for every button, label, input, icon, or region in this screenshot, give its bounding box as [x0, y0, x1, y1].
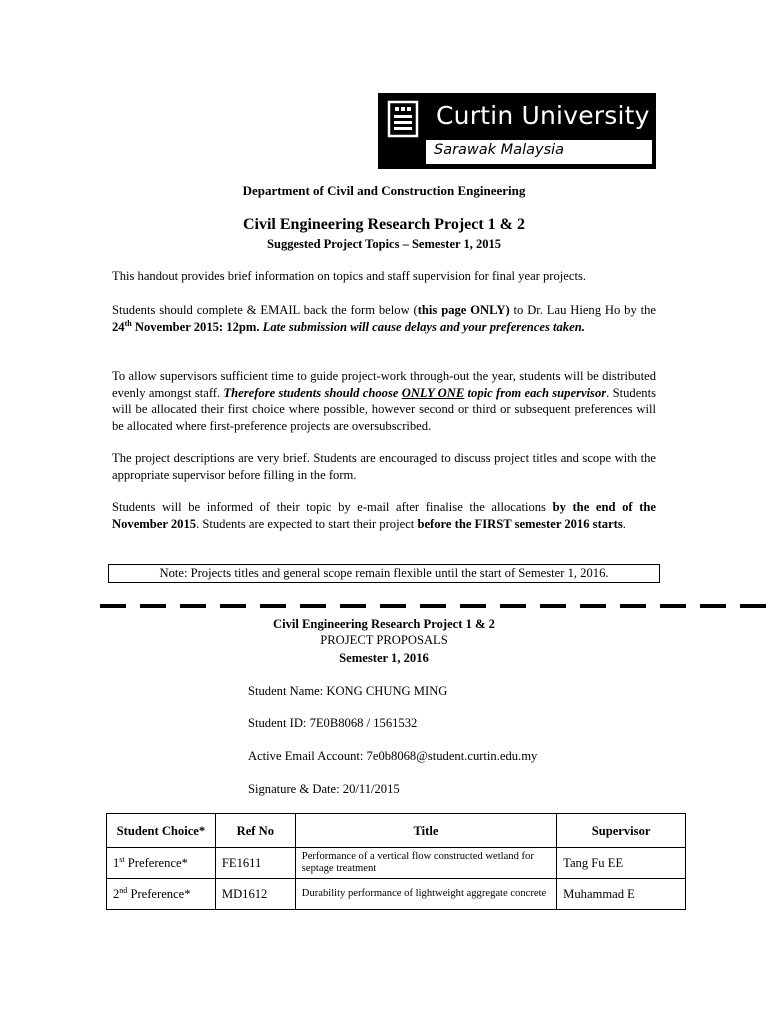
text: to Dr. Lau Hieng Ho by the — [509, 303, 656, 317]
text: Students will be informed of their topic by e-mail after finalise the allocations — [112, 500, 553, 514]
table-row — [107, 879, 686, 910]
text-bold: topic from each supervisor — [464, 385, 607, 400]
page-subtitle: Suggested Project Topics – Semester 1, 2015 — [267, 237, 501, 251]
cut-line-divider — [0, 602, 768, 610]
text: To allow supervisors sufficient time to guide project-work through-out the year, students will be distributed evenly amongst staff. — [112, 369, 656, 400]
preferences-table — [106, 813, 686, 910]
column-header: Title — [295, 814, 556, 848]
column-header: Student Choice* — [107, 814, 216, 848]
email-field: Active Email Account: 7e0b8068@student.curtin.edu.my — [248, 749, 538, 763]
deadline-day: 24 — [112, 319, 125, 334]
supervisor-cell: Muhammad E — [557, 879, 686, 910]
late-warning: Late submission will cause delays and your preferences taken. — [259, 319, 585, 334]
student-id-field: Student ID: 7E0B8068 / 1561532 — [248, 716, 418, 730]
column-header: Ref No — [215, 814, 295, 848]
proposal-heading: PROJECT PROPOSALS — [320, 633, 448, 647]
column-header: Supervisor — [557, 814, 686, 848]
intro-paragraph: This handout provides brief information on topics and staff supervision for final year projects. — [112, 269, 587, 283]
signature-date-field: Signature & Date: 20/11/2015 — [248, 782, 400, 796]
notification-paragraph — [112, 499, 656, 532]
supervisor-cell: Tang Fu EE — [557, 848, 686, 879]
proposal-title: Civil Engineering Research Project 1 & 2 — [273, 617, 495, 631]
title-cell: Performance of a vertical flow constructed wetland for septage treatment — [295, 848, 556, 879]
campus-name: Sarawak Malaysia — [434, 142, 565, 158]
text: . Students will be allocated their first choice where possible, however second or third or subsequent preferences will be allocated where first-preference projects are oversubscribed. — [112, 385, 656, 433]
table-header-row — [107, 814, 686, 848]
department: Department of Civil and Construction Engineering — [242, 183, 526, 198]
text: Students should complete & EMAIL back the form below ( — [112, 303, 418, 317]
deadline-suffix: th — [124, 318, 132, 328]
text-bold: this page ONLY) — [417, 303, 510, 317]
choice-cell: 1st Preference* — [107, 848, 216, 879]
page-title: Civil Engineering Research Project 1 & 2 — [242, 216, 526, 233]
text-bold: Therefore students should choose — [223, 385, 402, 400]
student-name-field: Student Name: KONG CHUNG MING — [248, 684, 448, 698]
note-box: Note: Projects titles and general scope remain flexible until the start of Semester 1, 2016. — [108, 564, 660, 583]
table-row — [107, 848, 686, 879]
choice-cell: 2nd Preference* — [107, 879, 216, 910]
text: . — [622, 516, 626, 531]
curtin-logo — [378, 93, 656, 169]
ref-cell: MD1612 — [215, 879, 295, 910]
proposal-semester: Semester 1, 2016 — [339, 651, 429, 665]
deadline-date: November 2015: 12pm. — [131, 319, 260, 334]
only-one-emphasis: ONLY ONE — [401, 385, 465, 400]
descriptions-paragraph: The project descriptions are very brief. Students are encouraged to discuss project titles and scope with the appropriate supervisor before filling in the form. — [112, 451, 656, 482]
university-name: Curtin University — [436, 101, 650, 130]
title-cell: Durability performance of lightweight aggregate concrete — [295, 879, 556, 910]
ref-cell: FE1611 — [215, 848, 295, 879]
crest-icon — [386, 99, 420, 139]
allocation-paragraph — [112, 368, 656, 434]
submission-paragraph — [112, 302, 656, 335]
text-bold: by the end of the November 2015 — [112, 500, 656, 531]
text-bold: before the FIRST semester 2016 starts — [417, 516, 623, 531]
text: . Students are expected to start their project — [196, 516, 418, 531]
